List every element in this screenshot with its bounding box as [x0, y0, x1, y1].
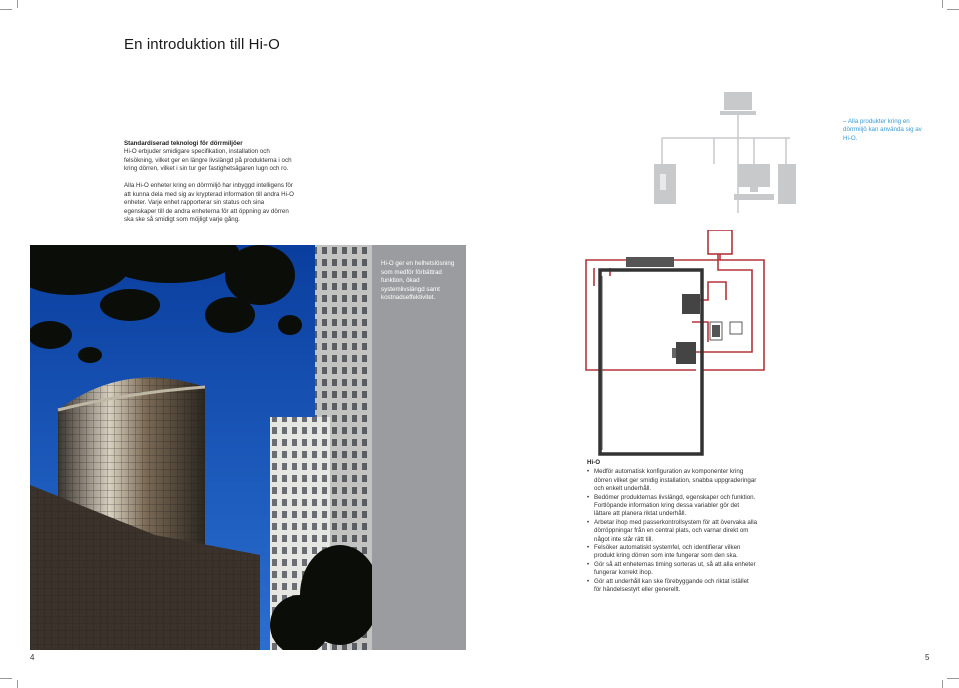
- list-item: • Medför automatisk konfiguration av komponenter kring dörren vilket ger smidig installation, snabba uppgraderingar och enkelt underhåll.: [587, 468, 757, 493]
- crop-mark: [0, 9, 12, 10]
- intelligence-paragraph: Alla Hi-O enheter kring en dörrmiljö har inbyggd intelligens för att kunna dela med sig av krypterad information till andra Hi-O enheter. Varje enhet rapporterar sin status och sina egenskaper till de andra enheterna för att öppning av dörren ska ske så smidigt som möjligt varje gång.: [124, 182, 294, 224]
- list-item: • Gör att underhåll kan ske förebyggande och riktat istället för händelsestyrt eller generellt.: [587, 578, 757, 595]
- page-number-left: 4: [30, 653, 35, 662]
- building-photo: [30, 245, 372, 650]
- crop-mark: [947, 678, 959, 679]
- lock-device-icon: [672, 294, 700, 364]
- computer-icon: [734, 164, 774, 200]
- hio-benefits: [587, 459, 757, 595]
- crop-mark: [0, 678, 12, 679]
- caption-panel: [372, 245, 466, 650]
- list-item: • Arbetar ihop med passerkontrollsystem för att övervaka alla dörröppningar från en central plats, och varnar direkt om något inte står rätt till.: [587, 519, 757, 544]
- intro-block: [124, 140, 294, 174]
- intro-text: Hi-O erbjuder smidigare specifikation, installation och felsökning, vilket ger en längre livslängd på produkterna i och kring dörren, vilket i sin tur ger fastighetsägaren lugn och ro.: [124, 148, 292, 173]
- page-title: En introduktion till Hi-O: [124, 36, 280, 53]
- intro-heading: Standardiserad teknologi för dörrmiljöer: [124, 140, 243, 147]
- network-caption: – Alla produkter kring en dörrmiljö kan använda sig av Hi-O.: [843, 118, 922, 142]
- crop-mark: [947, 9, 959, 10]
- crop-mark: [17, 680, 18, 688]
- crop-mark: [942, 0, 943, 8]
- list-item: • Felsöker automatiskt systemfel, och identifierar vilken produkt kring dörren som inte fungerar som den ska.: [587, 544, 757, 561]
- crop-mark: [942, 680, 943, 688]
- page-number-right: 5: [925, 653, 930, 662]
- laptop-icon: [720, 92, 756, 115]
- crop-mark: [17, 0, 18, 8]
- network-diagram: [640, 88, 810, 213]
- list-item: • Gör så att enheternas timing sorteras ut, så att alla enheter fungerar korrekt ihop.: [587, 561, 757, 578]
- list-item: • Bedömer produkternas livslängd, egenskaper och funktion. Fortlöpande information kring dessa variabler gör det lättare att planera riktat underhåll.: [587, 494, 757, 519]
- keypad-icon: [710, 322, 722, 340]
- photo-caption: Hi-O ger en helhetslösning som medför förbättrad funktion, ökad systemlivslängd samt kostnadseffektivitet.: [381, 260, 455, 302]
- door-device-icon: [654, 164, 676, 204]
- server-icon: [778, 164, 796, 204]
- door-wiring-diagram: [576, 230, 772, 456]
- exit-button-icon: [730, 322, 742, 334]
- hio-bullet-list: [587, 468, 757, 594]
- hio-heading: Hi-O: [587, 459, 601, 466]
